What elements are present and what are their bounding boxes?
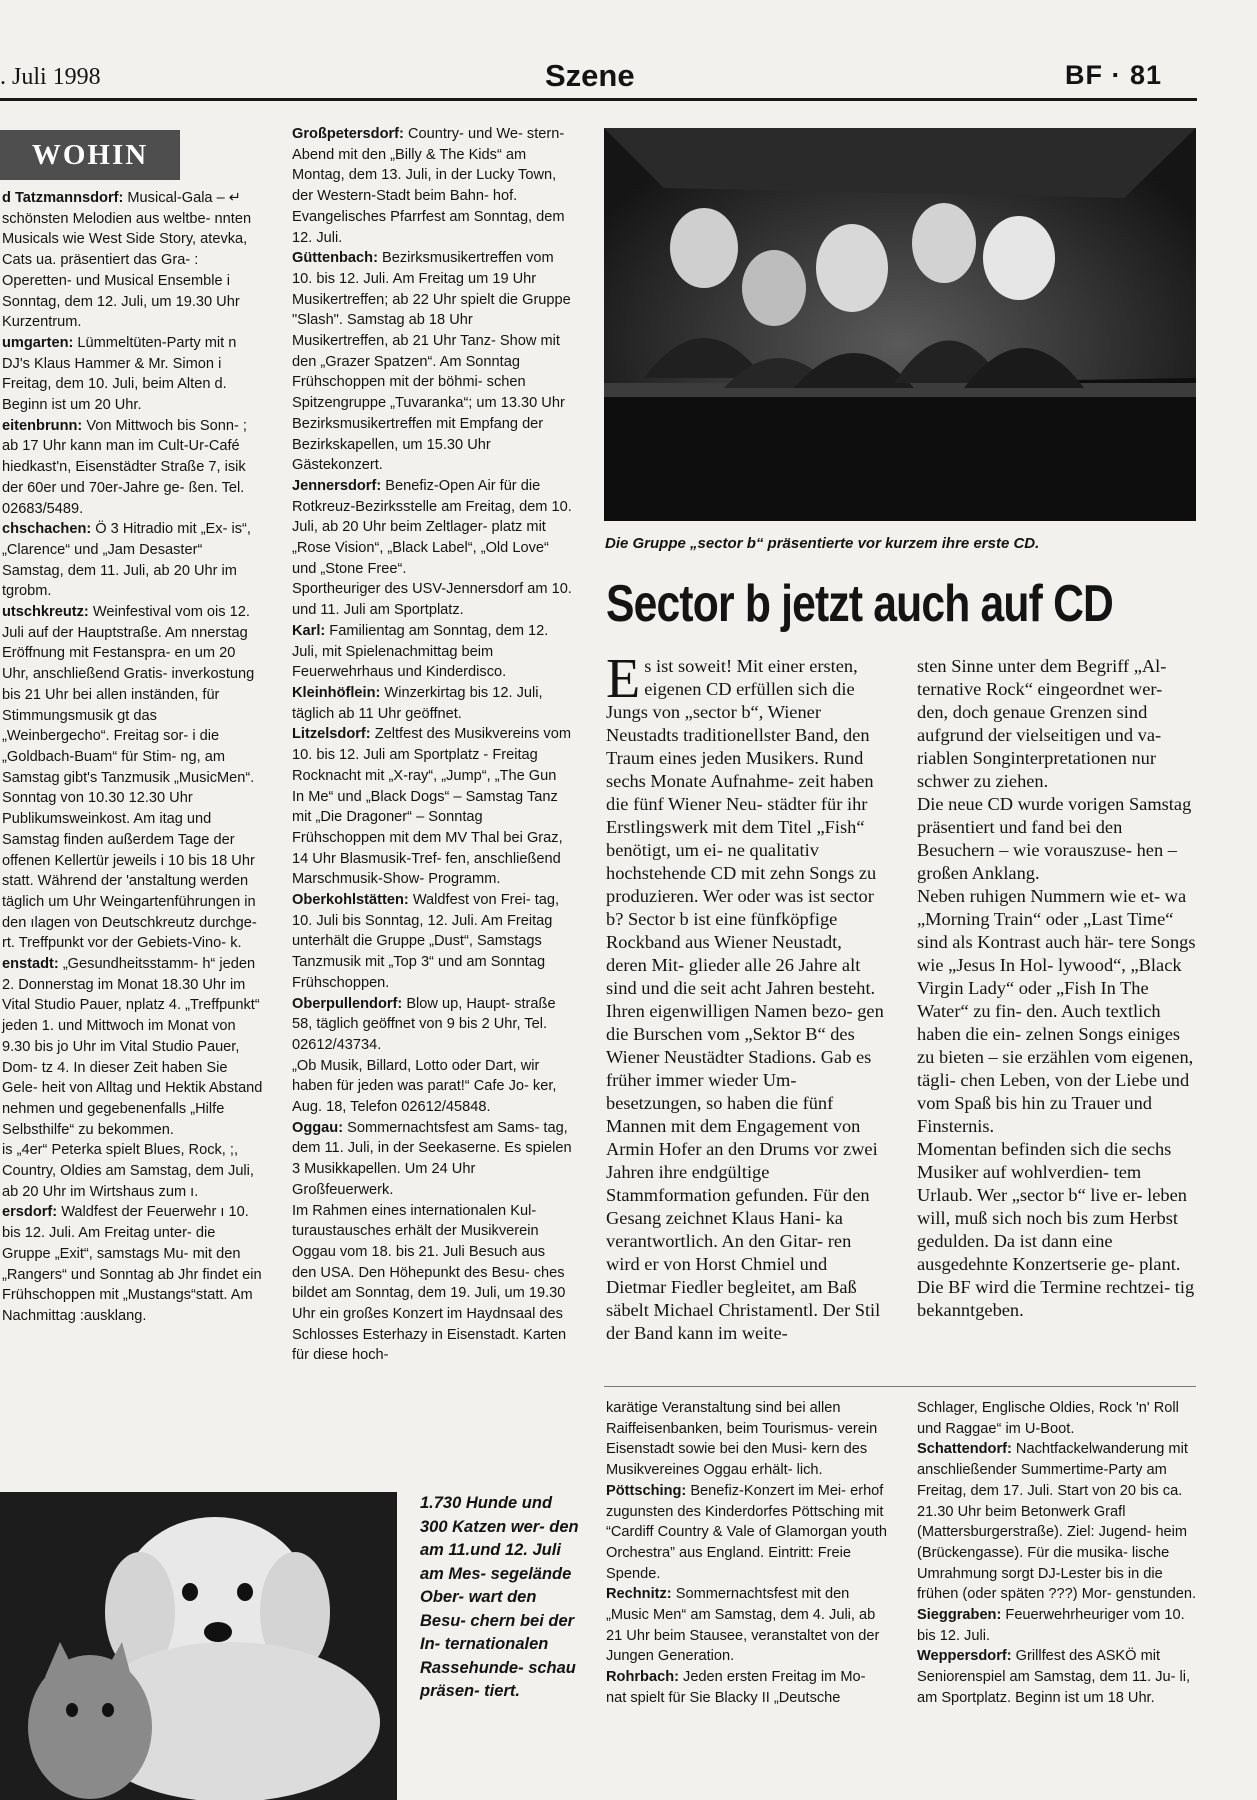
- event-entry: [606, 1584, 888, 1667]
- event-entry: [2, 333, 264, 416]
- event-text: Ö 3 Hitradio mit „Ex- is“, „Clarence“ und „Jam Desaster“ Samstag, dem 11. Juli, ab 20 Uhr im tgrobm.: [2, 521, 251, 600]
- event-text: „Gesundheitsstamm- h“ jeden 2. Donnerstag im Monat 18.30 Uhr im Vital Studio Pauer, nplatz 4. „Treffpunkt“ jeden 1. und Mittwoch im Monat von 9.30 bis jo Uhr im Vital Studio Pauer, Dom- tz 4. In dieser Zeit haben Sie Gele- heit von Alltag und Hektik Abstand nehmen und gegebenenfalls „Hilfe Selbsthilfe“ zu bekommen.: [2, 956, 263, 1138]
- event-text: Jeden ersten Freitag im Mo- nat spielt für Sie Blacky II „Deutsche: [606, 1669, 866, 1706]
- event-place: ersdorf:: [2, 1204, 58, 1221]
- event-text: Waldfest der Feuerwehr ı 10. bis 12. Juli. Am Freitag unter- die Gruppe „Exit“, samstags Mu- mit den „Rangers“ und Sonntag ab Jhr findet ein Frühschoppen mit „Mustangs“statt. Am Nachmittag :ausklang.: [2, 1204, 262, 1324]
- article-paragraph: sten Sinne unter dem Begriff „Al- ternative Rock“ eingeordnet wer- den, doch genaue Grenzen sind aufgrund der vielseitigen und va- riablen Songinterpretationen nur schwer zu ziehen.: [917, 656, 1167, 791]
- event-entry: [917, 1646, 1197, 1708]
- event-place: Güttenbach:: [292, 250, 378, 267]
- event-text: Blow up, Haupt- straße 58, täglich geöffnet von 9 bis 2 Uhr, Tel. 02612/43734.: [292, 995, 556, 1053]
- event-text: Lümmeltüten-Party mit n DJ's Klaus Hammer & Mr. Simon i Freitag, dem 10. Juli, beim Alten d. Beginn ist um 20 Uhr.: [2, 334, 237, 414]
- event-entry: [292, 1118, 572, 1201]
- event-text: Nachtfackelwanderung mit anschließender Summertime-Party am Freitag, dem 17. Juli. Start von 20 bis ca. 21.30 Uhr beim Betonwerk Grafl (Mattersburgerstraße). Ziel: Jugend- heim (Brückengasse). Für die musika- lische Umrahmung sorgt DJ-Lester bis in die frühen (oder späten ???) Mor- genstunden.: [917, 1441, 1197, 1603]
- event-place: Oggau:: [292, 1119, 344, 1136]
- event-text: is „4er“ Peterka spielt Blues, Rock, ;, Country, Oldies am Samstag, dem Juli, ab 20 Uhr im Wirtshaus zum ı.: [2, 1142, 254, 1200]
- event-entry: [292, 724, 572, 890]
- event-entry: [292, 890, 572, 994]
- event-entry: [292, 476, 572, 580]
- event-text: Feuerwehrheuriger vom 10. bis 12. Juli.: [917, 1607, 1185, 1644]
- event-place: Pöttsching:: [606, 1482, 687, 1499]
- article-paragraph: Die BF wird die Termine rechtzei- tig bekanntgeben.: [917, 1277, 1195, 1320]
- events-column-4: [917, 1398, 1197, 1709]
- drop-cap: E: [606, 648, 641, 710]
- puppy-kitten-photo: [0, 1492, 397, 1800]
- event-place: Litzelsdorf:: [292, 726, 371, 743]
- event-text: Winzerkirtag bis 12. Juli, täglich ab 11 Uhr geöffnet.: [292, 684, 543, 722]
- event-entry: [292, 683, 572, 724]
- issue-date: . Juli 1998: [0, 64, 101, 90]
- event-place: Schattendorf:: [917, 1441, 1012, 1458]
- event-text: Familientag am Sonntag, dem 12. Juli, mit Spielenachmittag beim Feuerwehrhaus und Kinderdisco.: [292, 622, 549, 681]
- event-entry: [2, 188, 264, 333]
- event-entry: [292, 579, 572, 620]
- event-entry: [606, 1481, 888, 1585]
- event-entry: [292, 1201, 572, 1367]
- event-place: Weppersdorf:: [917, 1648, 1012, 1665]
- article-paragraph: Momentan befinden sich die sechs Musiker auf wohlverdien- tem Urlaub. Wer „sector b“ live er- leben will, muß sich noch bis zum Herbst gedulden. Da ist dann eine ausgedehnte Konzertserie ge- plant.: [917, 1139, 1187, 1274]
- event-text: Weinfestival vom ois 12. Juli auf der Hauptstraße. Am nnerstag Eröffnung mit Festanspra- en um 20 Uhr, anschließend Gratis- inverkostung bis 21 Uhr bei allen inständen, für Stimmungsmusik gt das „Weinbergecho“. Freitag sor- i die „Goldbach-Buam“ für Stim- ng, am Samstag gibt's Tanzmusik „MusicMen“. Sonntag von 10.30 12.30 Uhr Publikumsweinkost. Am itag und Samstag finden außerdem Tage der offenen Kellertür jeweils i 10 bis 18 Uhr statt. Während der 'anstaltung werden täglich um Uhr Weingartenführungen in den ılagen von Deutschkreutz durchge- rt. Treffpunkt vor der Gebiets-Vino- k.: [2, 604, 257, 952]
- event-entry: [917, 1605, 1197, 1646]
- event-entry: [2, 1140, 264, 1202]
- wohin-kicker: WOHIN: [0, 130, 180, 180]
- events-column-3: [606, 1398, 888, 1709]
- dog-show-caption: 1.730 Hunde und 300 Katzen wer- den am 11.und 12. Juli am Mes- segelände Ober- wart den Besu- chern bei der In- ternationalen Rassehunde- schau präsen- tiert.: [420, 1494, 579, 1700]
- event-entry: [2, 519, 264, 602]
- event-text: Schlager, Englische Oldies, Rock 'n' Roll und Raggae“ im U-Boot.: [917, 1400, 1179, 1437]
- page-number: BF · 81: [1065, 60, 1163, 90]
- event-place: Oberkohlstätten:: [292, 892, 409, 909]
- section-title: Szene: [545, 58, 635, 93]
- event-text: Benefiz-Konzert im Mei- erhof zugunsten des Kinderdorfes Pöttsching mit “Cardiff Country & Vale of Glamorgan youth Orchestra” aus England. Eintritt: Freie Spende.: [606, 1482, 887, 1582]
- event-entry: [292, 207, 572, 248]
- article-column-2: [917, 655, 1197, 1322]
- event-text: Musical-Gala – ↵ schönsten Melodien aus weltbe- nnten Musicals wie West Side Story, atevka, Cats ua. präsentiert das Gra- : Operetten- und Musical Ensemble i Sonntag, dem 12. Juli, um 19.30 Uhr Kurzentrum.: [2, 190, 252, 331]
- event-place: Großpetersdorf:: [292, 126, 404, 142]
- event-entry: [292, 621, 572, 683]
- event-entry: [606, 1398, 888, 1481]
- events-column-1: [2, 188, 264, 1327]
- event-text: Bezirksmusikertreffen vom 10. bis 12. Juli. Am Freitag um 19 Uhr Musikertreffen; ab 22 Uhr spielt die Gruppe "Slash". Samstag ab 18 Uhr Musikertreffen, ab 21 Uhr Tanz- Show mit den „Grazer Spatzen“. Am Sonntag Frühschoppen mit der böhmi- schen Spitzengruppe „Tuvaranka“; um 13.30 Uhr Bezirksmusikertreffen mit Empfang der Bezirkskapellen, um 15.30 Uhr Gästekonzert.: [292, 250, 571, 474]
- event-entry: [292, 248, 572, 476]
- event-text: karätige Veranstaltung sind bei allen Raiffeisenbanken, beim Tourismus- verein Eisenstadt sowie bei den Musi- kern des Musikvereines Oggau erhält- lich.: [606, 1400, 878, 1479]
- event-entry: [2, 1202, 264, 1326]
- event-text: Von Mittwoch bis Sonn- ; ab 17 Uhr kann man im Cult-Ur-Café hiedkast'n, Eisenstädter Straße 7, isik der 60er und 70er-Jahre ge- ßen. Tel. 02683/5489.: [2, 417, 247, 517]
- event-place: Sieggraben:: [917, 1607, 1002, 1624]
- article-paragraph: s ist soweit! Mit einer ersten, eigenen CD erfüllen sich die Jungs von „sector b“, Wiener Neustadts traditionellster Band, den Traum eines jeden Musikers. Rund sechs Monate Aufnahme- zeit haben die fünf Wiener Neu- städter für ihr Erstlingswerk mit dem Titel „Fish“ benötigt, um ei- ne qualitativ hochstehende CD mit zehn Songs zu produzieren. Wer oder was ist sector b? Sector b ist eine fünfköpfige Rockband aus Wiener Neustadt, deren Mit- glieder alle 26 Jahre alt sind und die seit acht Jahren besteht. Ihren eigenwilligen Namen bezo- gen die Burschen vom „Sektor B“ des Wiener Neustädter Stadions. Gab es früher immer wieder Um- besetzungen, so haben die fünf Mannen mit dem Engagement von Armin Hofer an den Drums vor zwei Jahren ihre endgültige Stammformation gefunden. Für den Gesang zeichnet Klaus Hani- ka verantwortlich. An den Gitar- ren wird er von Horst Chmiel und Dietmar Fiedler begleitet, am Baß säbelt Michael Christamentl. Der Stil der Band kann im weite-: [606, 656, 884, 1343]
- event-place: enstadt:: [2, 956, 59, 973]
- event-place: Oberpullendorf:: [292, 995, 403, 1012]
- event-text: Waldfest von Frei- tag, 10. Juli bis Sonntag, 12. Juli. Am Freitag unterhält die Gruppe „Dust“, Samstags Tanzmusik mit „Top 3“ und am Sonntag Frühschoppen.: [292, 892, 560, 991]
- event-place: Rechnitz:: [606, 1586, 672, 1603]
- photo-caption: Die Gruppe „sector b“ präsentierte vor kurzem ihre erste CD.: [605, 535, 1040, 552]
- article-headline: Sector b jetzt auch auf CD: [606, 575, 1114, 633]
- event-text: Sommernachtsfest mit den „Music Men“ am Samstag, dem 4. Juli, ab 21 Uhr beim Stausee, veranstaltet von der Jungen Generation.: [606, 1586, 880, 1665]
- event-text: Grillfest des ASKÖ mit Seniorenspiel am Samstag, dem 11. Ju- li, am Sportplatz. Beginn ist um 18 Uhr.: [917, 1648, 1191, 1706]
- event-place: chschachen:: [2, 521, 92, 538]
- event-entry: [292, 124, 572, 207]
- event-entry: [917, 1439, 1197, 1605]
- event-text: „Ob Musik, Billard, Lotto oder Dart, wir haben für jeden was parat!“ Cafe Jo- ker, Aug. 18, Telefon 02612/45848.: [292, 1057, 557, 1116]
- event-place: Jennersdorf:: [292, 477, 382, 494]
- event-text: Benefiz-Open Air für die Rotkreuz-Bezirksstelle am Freitag, dem 10. Juli, ab 20 Uhr beim Zeltlager- platz mit „Rose Vision“, „Black Label“, „Old Love“ und „Stone Free“.: [292, 477, 572, 577]
- section-divider: [604, 1386, 1196, 1387]
- event-text: Country- und We- stern-Abend mit den „Billy & The Kids“ am Montag, dem 13. Juli, in der Lucky Town, der Western-Stadt beim Bahn- hof.: [292, 126, 565, 205]
- event-entry: [2, 416, 264, 520]
- article-column-1: [606, 648, 886, 1345]
- header-rule: [0, 98, 1197, 101]
- event-entry: [2, 954, 264, 1140]
- event-place: Karl:: [292, 622, 326, 639]
- event-text: Evangelisches Pfarrfest am Sonntag, dem 12. Juli.: [292, 208, 565, 246]
- event-entry: [292, 994, 572, 1056]
- event-entry: [917, 1398, 1197, 1439]
- event-text: Zeltfest des Musikvereins vom 10. bis 12. Juli am Sportplatz - Freitag Rocknacht mit „X-ray“, „Jump“, „The Gun In Me“ und „Black Dogs“ – Samstag Tanz mit „Die Dragoner“ – Sonntag Frühschoppen mit dem MV Thal bei Graz, 14 Uhr Blasmusik-Tref- fen, anschließend Marschmusik-Show- Programm.: [292, 726, 571, 888]
- event-place: Kleinhöflein:: [292, 684, 381, 701]
- article-paragraph: Neben ruhigen Nummern wie et- wa „Morning Train“ oder „Last Time“ sind als Kontrast auch här- tere Songs wie „Jesus In Hol- lywood“, „Black Virgin Lady“ oder „Fish In The Water“ zu fin- den. Auch textlich haben die ein- zelnen Songs einiges zu bieten – sie erzählen vom eigenen, tägli- chen Leben, von der Liebe und vom Spaß bis hin zu Trauer und Finsternis.: [917, 886, 1196, 1136]
- band-photo: [604, 128, 1196, 521]
- event-entry: [2, 602, 264, 954]
- event-entry: [606, 1667, 888, 1708]
- events-column-2: [292, 124, 572, 1366]
- event-place: d Tatzmannsdorf:: [2, 190, 124, 206]
- event-place: eitenbrunn:: [2, 417, 83, 434]
- event-entry: [292, 1056, 572, 1118]
- event-place: Rohrbach:: [606, 1669, 679, 1686]
- article-paragraph: Die neue CD wurde vorigen Samstag präsentiert und fand bei den Besuchern – wie vorauszuse- hen – großen Anklang.: [917, 794, 1192, 883]
- event-text: Im Rahmen eines internationalen Kul- turaustausches erhält der Musikverein Oggau vom 18. bis 21. Juli Besuch aus den USA. Den Höhepunkt des Besu- ches bildet am Sonntag, dem 19. Juli, um 19.30 Uhr ein großes Konzert im Haydnsaal des Schlosses Esterhazy in Eisenstadt. Karten für diese hoch-: [292, 1202, 567, 1364]
- event-place: umgarten:: [2, 334, 74, 351]
- event-text: Sportheuriger des USV-Jennersdorf am 10. und 11. Juli am Sportplatz.: [292, 581, 572, 619]
- event-text: Sommernachtsfest am Sams- tag, dem 11. Juli, in der Seekaserne. Es spielen 3 Musikkapellen. Um 24 Uhr Großfeuerwerk.: [292, 1119, 572, 1198]
- event-place: utschkreutz:: [2, 604, 89, 621]
